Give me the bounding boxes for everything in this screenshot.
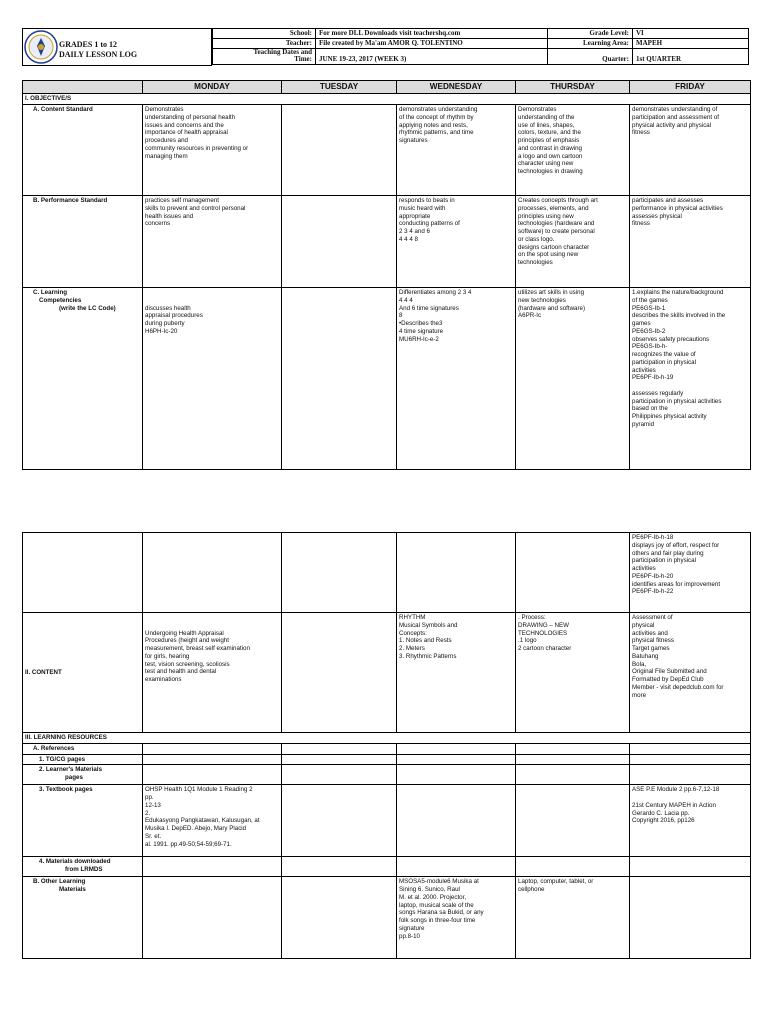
grade-label: Grade Level: (548, 29, 633, 39)
lrmds-wednesday (397, 857, 516, 877)
row-label-content-standard: A. Content Standard (23, 105, 143, 196)
day-header-monday: MONDAY (143, 81, 282, 94)
lm-thursday (516, 765, 630, 785)
performance-standard-monday: practices self management skills to prevent and control personal health issues and concerns (143, 196, 282, 288)
section-resources: III. LEARNING RESOURCES (23, 733, 751, 744)
references-wednesday (397, 743, 516, 754)
lrmds-friday (630, 857, 751, 877)
content-standard-thursday: Demonstrates understanding of the use of lines, shapes, colors, texture, and the principles of emphasis and contrast in drawing a logo and own cartoon character using new technologies in drawing (516, 105, 630, 196)
content-standard-tuesday (282, 105, 397, 196)
textbook-friday: ASE P.E Module 2 pp.6-7,12-18 21st Century MAPEH in Action Gerardo C. Lacia pp. Copyright 2016, pp126 (630, 785, 751, 857)
competencies-cont-monday (143, 533, 282, 613)
day-header-thursday: THURSDAY (516, 81, 630, 94)
content-standard-wednesday: demonstrates understanding of the concept of rhythm by applying notes and rests, rhythmic patterns, and time signatures (397, 105, 516, 196)
textbook-monday: OHSP Health 1Q1 Module 1 Reading 2 pp. 12-13 2. Edukasyong Pangkatawan, Kalusugan, at Musika I. DepED. Abejo, Mary Placid Sr. et. al. 1991. pp.49-50;54-59;69-71. (143, 785, 282, 857)
row-label-content: II. CONTENT (23, 613, 143, 733)
performance-standard-thursday: Creates concepts through art processes, elements, and principles using new technologies (hardware and software) to create personal or class logo. designs cartoon character on the spot using new technologies (516, 196, 630, 288)
other-label-2: Materials (59, 886, 86, 893)
competencies-label-2: Competencies (39, 296, 82, 304)
competencies-monday: discusses health appraisal procedures during puberty H6PH-Ic-20 (143, 288, 282, 470)
textbook-thursday (516, 785, 630, 857)
lrmds-thursday (516, 857, 630, 877)
other-tuesday (282, 877, 397, 959)
dates-label-line-1: Teaching Dates and (253, 48, 312, 56)
quarter-label: Quarter: (548, 48, 633, 64)
references-friday (630, 743, 751, 754)
other-friday (630, 877, 751, 959)
row-label-lm-pages (23, 765, 143, 785)
document-title (59, 40, 137, 61)
day-header-tuesday: TUESDAY (282, 81, 397, 94)
lrmds-label-1: 4. Materials downloaded (39, 858, 111, 866)
performance-standard-wednesday: responds to beats in music heard with appropriate conducting patterns of 2 3 4 and 6 4 4 4 8 (397, 196, 516, 288)
other-thursday: Laptop, computer, tablet, or cellphone (516, 877, 630, 959)
row-label-other-materials (23, 877, 143, 959)
header-info-table (212, 28, 749, 65)
lesson-table-page-1 (22, 80, 751, 470)
area-value: MAPEH (633, 38, 749, 48)
competencies-wednesday: Differentiates among 2 3 4 4 4 4 And 6 time signatures 8 •Describes the3 4 time signature MU6RH-Ic-e-2 (397, 288, 516, 470)
dates-label-line-2: Time: (294, 55, 312, 64)
performance-standard-friday: participates and assesses performance in physical activities assesses physical fitness (630, 196, 751, 288)
lesson-table-page-2 (22, 532, 751, 959)
dates-label (213, 48, 316, 64)
teacher-label: Teacher: (213, 38, 316, 48)
textbook-wednesday (397, 785, 516, 857)
competencies-cont-friday: PE6PF-Ib-h-18 displays joy of effort, respect for others and fair play during participation in physical activities PE6PF-Ib-h-20 identifies areas for improvement PE6PF-Ib-h-22 (630, 533, 751, 613)
competencies-cont-label (23, 533, 143, 613)
competencies-label-1: C. Learning (33, 289, 68, 296)
lm-wednesday (397, 765, 516, 785)
deped-seal-icon (24, 30, 58, 64)
references-thursday (516, 743, 630, 754)
day-header-wednesday: WEDNESDAY (397, 81, 516, 94)
references-tuesday (282, 743, 397, 754)
competencies-cont-wednesday (397, 533, 516, 613)
row-label-tg-pages: 1. TG/CG pages (23, 754, 143, 765)
quarter-value: 1st QUARTER (633, 48, 749, 64)
tg-thursday (516, 754, 630, 765)
row-label-lrmds (23, 857, 143, 877)
title-line-1: GRADES 1 to 12 (59, 40, 118, 49)
day-header-friday: FRIDAY (630, 81, 751, 94)
lrmds-monday (143, 857, 282, 877)
row-label-performance-standard: B. Performance Standard (23, 196, 143, 288)
area-label: Learning Area: (548, 38, 633, 48)
tg-friday (630, 754, 751, 765)
school-value: For more DLL Downloads visit teachershq.com (316, 29, 548, 39)
content-standard-friday: demonstrates understanding of participation and assessment of physical activity and physical fitness (630, 105, 751, 196)
content-standard-monday: Demonstrates understanding of personal health issues and concerns and the importance of health appraisal procedures and community resources in preventing or managing them (143, 105, 282, 196)
dates-value: JUNE 19-23, 2017 (WEEK 3) (316, 48, 548, 64)
content-monday: Undergoing Health Appraisal Procedures (height and weight measurement, breast self examination for girls, hearing test, vision screening, scoliosis test and health and dental examinations (143, 613, 282, 733)
tg-tuesday (282, 754, 397, 765)
tg-wednesday (397, 754, 516, 765)
performance-standard-tuesday (282, 196, 397, 288)
content-thursday: . Process: DRAWING – NEW TECHNOLOGIES .1 logo 2 cartoon character (516, 613, 630, 733)
other-wednesday: MSOSA5-module6 Musika at Sining 6. Sunico, Raul M. et al. 2000. Projector, laptop, musical scale of the songs Harana sa Bukid, or any folk songs in three-four time signature pp.8-10 (397, 877, 516, 959)
tg-monday (143, 754, 282, 765)
competencies-thursday: utilizes art skills in using new technologies (hardware and software) A6PR-Ic (516, 288, 630, 470)
competencies-label-3: (write the LC Code) (59, 304, 116, 312)
content-tuesday (282, 613, 397, 733)
references-monday (143, 743, 282, 754)
lm-label-1: 2. Learner's Materials (39, 766, 103, 774)
section-objectives: I. OBJECTIVE/S (23, 94, 751, 105)
textbook-tuesday (282, 785, 397, 857)
competencies-friday: 1.explains the nature/background of the games PE6GS-Ib-1 describes the skills involved in the games PE6GS-Ib-2 observes safety precautions PE6GS-Ib-h- recognizes the value of participation in physical activities PE6PF-Ib-h-19 assesses regularly participation in physical activities based on the Philippines physical activity pyramid (630, 288, 751, 470)
lm-monday (143, 765, 282, 785)
other-monday (143, 877, 282, 959)
lm-label-2: pages (65, 774, 83, 781)
content-friday: Assessment of physical activities and physical fitness Target games Batuhang Bola, Original File Submitted and Formatted by DepEd Club Member - visit depedclub.com for more (630, 613, 751, 733)
corner-cell (23, 81, 143, 94)
row-label-references: A. References (23, 743, 143, 754)
lm-friday (630, 765, 751, 785)
content-wednesday: RHYTHM Musical Symbols and Concepts: 1. Notes and Rests 2. Meters 3. Rhythmic Patterns (397, 613, 516, 733)
row-label-textbook: 3. Textbook pages (23, 785, 143, 857)
title-line-2: DAILY LESSON LOG (59, 50, 138, 60)
lm-tuesday (282, 765, 397, 785)
competencies-cont-thursday (516, 533, 630, 613)
school-label: School: (213, 29, 316, 39)
competencies-cont-tuesday (282, 533, 397, 613)
competencies-tuesday (282, 288, 397, 470)
lrmds-tuesday (282, 857, 397, 877)
lrmds-label-2: from LRMDS (65, 866, 103, 873)
grade-value: VI (633, 29, 749, 39)
other-label-1: B. Other Learning (33, 878, 86, 886)
row-label-competencies (23, 288, 143, 470)
teacher-value: File created by Ma'am AMOR Q. TOLENTINO (316, 38, 548, 48)
